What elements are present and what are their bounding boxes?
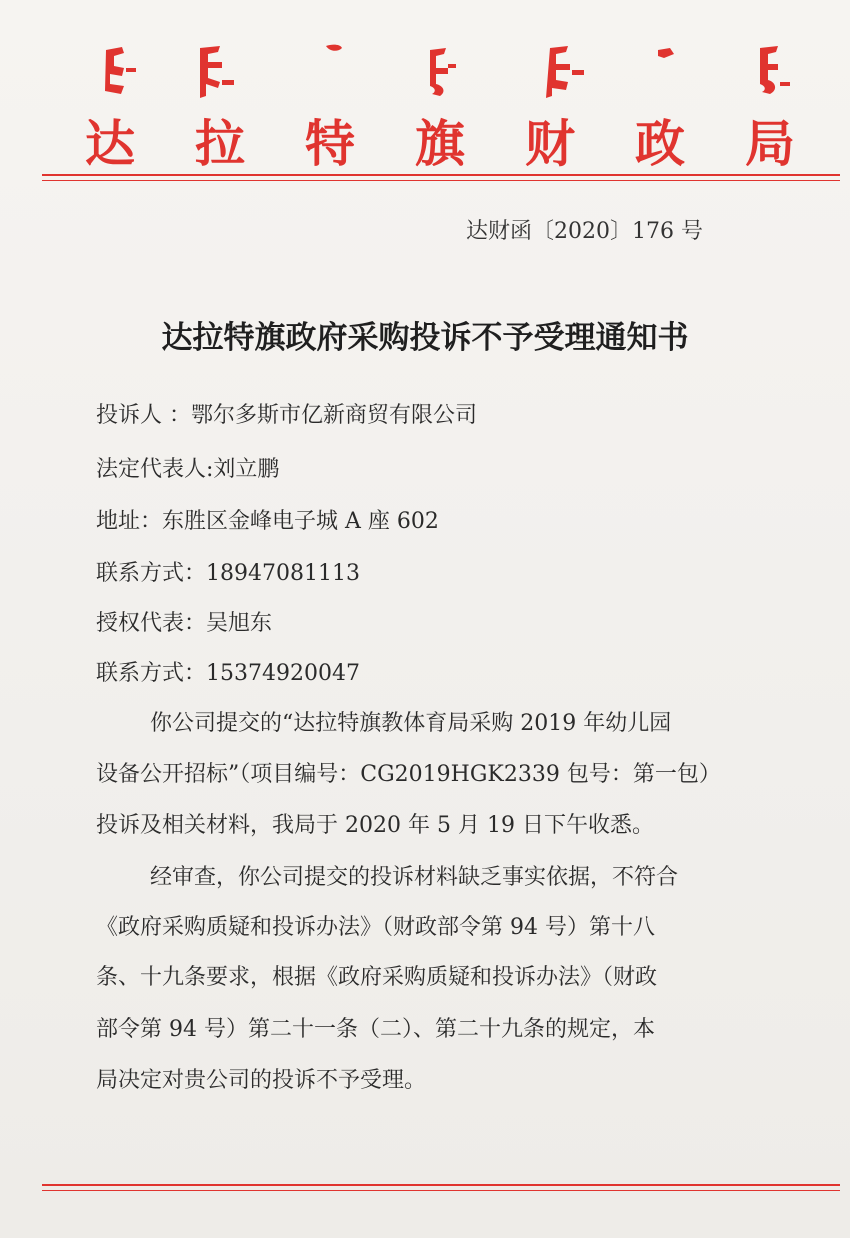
paragraph-2-line: 《政府采购质疑和投诉办法》（财政部令第 94 号）第十八 xyxy=(96,915,655,940)
field-address: 地址：东胜区金峰电子城 A 座 602 xyxy=(96,509,439,534)
paragraph-2-line: 经审查，你公司提交的投诉材料缺乏事实依据，不符合 xyxy=(150,865,679,890)
mongolian-glyph xyxy=(126,68,136,72)
mongolian-glyph xyxy=(326,45,342,51)
header-divider-top xyxy=(42,174,840,176)
paragraph-2-line: 局决定对贵公司的投诉不予受理。 xyxy=(96,1068,427,1093)
agency-title-char: 达 xyxy=(85,114,135,173)
agency-title-char: 旗 xyxy=(415,114,465,173)
mongolian-glyph xyxy=(200,46,222,98)
header-divider-bottom xyxy=(42,180,840,181)
mongolian-letterhead xyxy=(80,40,800,110)
agency-title-char: 政 xyxy=(635,114,685,173)
field-contact-1: 联系方式：18947081113 xyxy=(96,561,360,586)
agency-title-char: 特 xyxy=(305,114,355,173)
mongolian-glyph xyxy=(780,82,790,86)
agency-title xyxy=(80,104,800,173)
mongolian-glyph xyxy=(430,48,448,96)
paragraph-1-line: 你公司提交的“达拉特旗教体育局采购 2019 年幼儿园 xyxy=(150,711,672,736)
agency-title-char: 财 xyxy=(525,114,575,173)
mongolian-glyph xyxy=(546,46,570,98)
field-legal-representative: 法定代表人:刘立鹏 xyxy=(96,457,280,482)
document-number: 达财函〔2020〕176 号 xyxy=(466,219,703,244)
agency-title-char: 局 xyxy=(745,114,795,173)
paragraph-1-line: 设备公开招标”（项目编号：CG2019HGK2339 包号：第一包） xyxy=(96,762,721,787)
agency-title-char: 拉 xyxy=(195,114,245,173)
document-title: 达拉特旗政府采购投诉不予受理通知书 xyxy=(161,320,689,356)
mongolian-glyph xyxy=(658,48,674,58)
mongolian-script-logo xyxy=(80,40,800,110)
mongolian-glyph xyxy=(448,64,456,68)
mongolian-glyph xyxy=(222,80,234,85)
field-authorized-representative: 授权代表：吴旭东 xyxy=(96,611,273,636)
mongolian-glyph xyxy=(572,70,584,75)
footer-divider-bottom xyxy=(42,1190,840,1191)
footer-divider-top xyxy=(42,1184,840,1186)
field-complainant: 投诉人 ：鄂尔多斯市亿新商贸有限公司 xyxy=(96,403,477,428)
paragraph-2-line: 部令第 94 号）第二十一条（二）、第二十九条的规定，本 xyxy=(96,1017,655,1042)
mongolian-glyph xyxy=(105,47,124,94)
field-contact-2: 联系方式：15374920047 xyxy=(96,661,360,686)
paragraph-1-line: 投诉及相关材料，我局于 2020 年 5 月 19 日下午收悉。 xyxy=(96,813,654,838)
mongolian-glyph xyxy=(760,46,778,94)
paragraph-2-line: 条、十九条要求，根据《政府采购质疑和投诉办法》（财政 xyxy=(96,965,658,990)
